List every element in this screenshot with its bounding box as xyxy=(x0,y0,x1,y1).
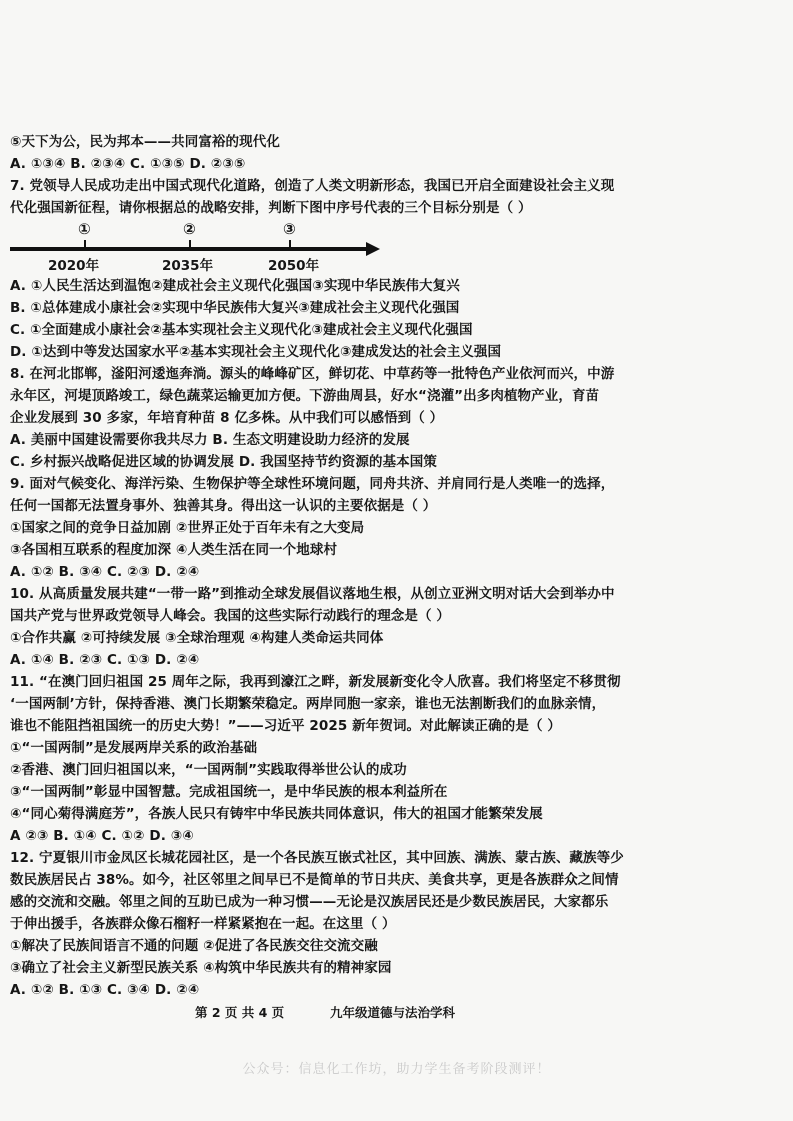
q9-statements-12: ①国家之间的竞争日益加剧 ②世界正处于百年未有之大变局 xyxy=(10,520,365,536)
q6-answer-choices: A. ①③④ B. ②③④ C. ①③⑤ D. ②③⑤ xyxy=(10,156,246,172)
q7-option-a: A. ①人民生活达到温饱②建成社会主义现代化强国③实现中华民族伟大复兴 xyxy=(10,278,460,294)
q10-stem-line-1: 10. 从高质量发展共建“一带一路”到推动全球发展倡议落地生根，从创立亚洲文明对话大会到举办中 xyxy=(10,586,615,602)
q8-options-cd: C. 乡村振兴战略促进区域的协调发展 D. 我国坚持节约资源的基本国策 xyxy=(10,454,437,470)
q11-answer-choices: A ②③ B. ①④ C. ①② D. ③④ xyxy=(10,828,194,844)
q10-statements: ①合作共赢 ②可持续发展 ③全球治理观 ④构建人类命运共同体 xyxy=(10,630,384,646)
q12-stem-line-2: 数民族居民占 38%。如今，社区邻里之间早已不是简单的节日共庆、美食共享，更是各族群众之间情 xyxy=(10,872,619,888)
option-5-text: ⑤天下为公，民为邦本——共同富裕的现代化 xyxy=(10,134,280,150)
q12-stem-line-4: 于伸出援手，各族群众像石榴籽一样紧紧抱在一起。在这里（ ） xyxy=(10,916,396,932)
page-footer xyxy=(0,1003,793,1023)
q9-stem-line-2: 任何一国都无法置身事外、独善其身。得出这一认识的主要依据是（ ） xyxy=(10,498,437,514)
q8-stem-line-3: 企业发展到 30 多家，年培育种苗 8 亿多株。从中我们可以感悟到（ ） xyxy=(10,410,444,426)
q12-answer-choices: A. ①② B. ①③ C. ③④ D. ②④ xyxy=(10,982,200,998)
q12-statements-34: ③确立了社会主义新型民族关系 ④构筑中华民族共有的精神家园 xyxy=(10,960,392,976)
timeline-year-2035: 2035年 xyxy=(162,258,214,274)
q9-stem-line-1: 9. 面对气候变化、海洋污染、生物保护等全球性环境问题，同舟共济、并肩同行是人类唯一的选择， xyxy=(10,476,615,492)
timeline-marker-2: ② xyxy=(183,220,196,238)
timeline-marker-1: ① xyxy=(78,220,91,238)
q7-option-d: D. ①达到中等发达国家水平②基本实现社会主义现代化③建成发达的社会主义强国 xyxy=(10,344,502,360)
q9-answer-choices: A. ①② B. ③④ C. ②③ D. ②④ xyxy=(10,564,200,580)
watermark: 公众号：信息化工作坊，助力学生备考阶段测评！ xyxy=(242,1062,551,1077)
strategy-timeline xyxy=(10,222,380,272)
q10-stem-line-2: 国共产党与世界政党领导人峰会。我国的这些实际行动践行的理念是（ ） xyxy=(10,608,450,624)
timeline-marker-3: ③ xyxy=(283,220,296,238)
q11-stem-line-3: 谁也不能阻挡祖国统一的历史大势！”——习近平 2025 新年贺词。对此解读正确的是（ ） xyxy=(10,718,561,734)
q9-statements-34: ③各国相互联系的程度加深 ④人类生活在同一个地球村 xyxy=(10,542,338,558)
q11-statement-4: ④“同心菊得满庭芳”，各族人民只有铸牢中华民族共同体意识，伟大的祖国才能繁荣发展 xyxy=(10,806,543,822)
q11-statement-3: ③“一国两制”彰显中国智慧。完成祖国统一，是中华民族的根本利益所在 xyxy=(10,784,448,800)
q7-option-c: C. ①全面建成小康社会②基本实现社会主义现代化③建成社会主义现代化强国 xyxy=(10,322,473,338)
q8-stem-line-1: 8. 在河北邯郸，滏阳河逶迤奔淌。源头的峰峰矿区，鲜切花、中草药等一批特色产业依河而兴，中游 xyxy=(10,366,615,382)
q11-statement-1: ①“一国两制”是发展两岸关系的政治基础 xyxy=(10,740,258,756)
q11-stem-line-1: 11. “在澳门回归祖国 25 周年之际，我再到濠江之畔，新发展新变化令人欣喜。我们将坚定不移贯彻 xyxy=(10,674,621,690)
q8-stem-line-2: 永年区，河堤顶路竣工，绿色蔬菜运输更加方便。下游曲周县，好水“浇灌”出多肉植物产业，育苗 xyxy=(10,388,600,404)
q8-options-ab: A. 美丽中国建设需要你我共尽力 B. 生态文明建设助力经济的发展 xyxy=(10,432,410,448)
q7-option-b: B. ①总体建成小康社会②实现中华民族伟大复兴③建成社会主义现代化强国 xyxy=(10,300,460,316)
q12-stem-line-3: 感的交流和交融。邻里之间的互助已成为一种习惯——无论是汉族居民还是少数民族居民，大家都乐 xyxy=(10,894,609,910)
subject-label: 九年级道德与法治学科 xyxy=(330,1005,456,1020)
q7-stem-line-2: 代化强国新征程，请你根据总的战略安排，判断下图中序号代表的三个目标分别是（ ） xyxy=(10,200,532,216)
timeline-year-2020: 2020年 xyxy=(48,258,100,274)
q10-answer-choices: A. ①④ B. ②③ C. ①③ D. ②④ xyxy=(10,652,200,668)
page-number: 第 2 页 共 4 页 xyxy=(195,1005,285,1020)
q12-statements-12: ①解决了民族间语言不通的问题 ②促进了各民族交往交流交融 xyxy=(10,938,378,954)
q12-stem-line-1: 12. 宁夏银川市金凤区长城花园社区，是一个各民族互嵌式社区，其中回族、满族、蒙古族、藏族等少 xyxy=(10,850,624,866)
timeline-year-2050: 2050年 xyxy=(268,258,320,274)
q7-stem-line-1: 7. 党领导人民成功走出中国式现代化道路，创造了人类文明新形态，我国已开启全面建设社会主义现 xyxy=(10,178,615,194)
q11-statement-2: ②香港、澳门回归祖国以来，“一国两制”实践取得举世公认的成功 xyxy=(10,762,407,778)
q11-stem-line-2: ‘一国两制’方针，保持香港、澳门长期繁荣稳定。两岸同胞一家亲，谁也无法割断我们的血脉亲情， xyxy=(10,696,606,712)
